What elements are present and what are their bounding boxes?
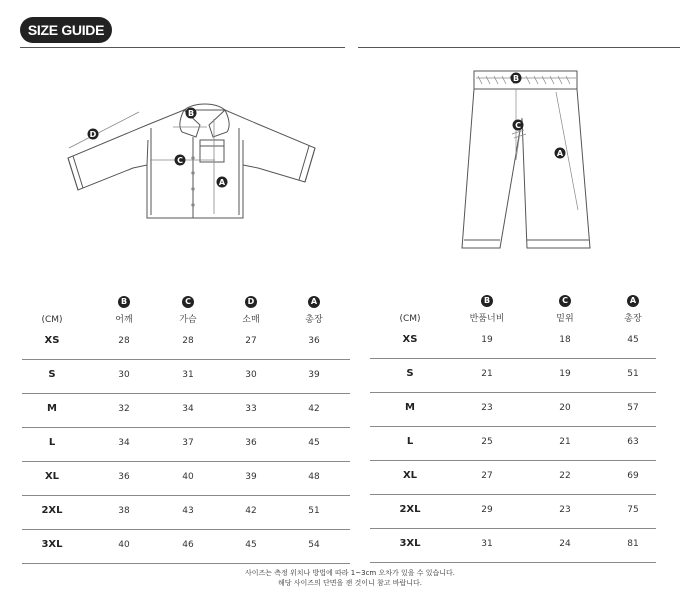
svg-text:B: B — [187, 109, 195, 118]
size-row — [370, 363, 656, 393]
size-value: 27 — [481, 471, 493, 481]
size-value: 34 — [118, 438, 130, 448]
marker-c-pants — [513, 120, 524, 131]
size-label: S — [48, 369, 56, 380]
size-row — [22, 364, 350, 394]
size-value: 39 — [245, 472, 257, 482]
size-row — [22, 398, 350, 428]
size-value: 43 — [182, 506, 194, 516]
col-label: 밑위 — [556, 314, 574, 324]
size-value: 28 — [118, 336, 130, 346]
col-label: 어깨 — [115, 315, 133, 325]
size-row — [370, 431, 656, 461]
size-value: 36 — [245, 438, 257, 448]
col-length — [284, 296, 344, 325]
size-row — [370, 465, 656, 495]
col-rise — [535, 295, 595, 324]
size-value: 46 — [182, 540, 194, 550]
top-table-header — [22, 296, 350, 326]
col-letter: B — [118, 296, 130, 308]
size-value: 37 — [182, 438, 194, 448]
size-label: XL — [44, 471, 60, 482]
size-row — [22, 432, 350, 462]
svg-text:C: C — [515, 121, 521, 130]
svg-text:C: C — [177, 156, 183, 165]
size-value: 45 — [245, 540, 257, 550]
size-guide-title: SIZE GUIDE — [20, 17, 112, 43]
size-row — [370, 329, 656, 359]
size-value: 69 — [627, 471, 639, 481]
svg-text:A: A — [556, 149, 564, 158]
size-value: 27 — [245, 336, 257, 346]
size-label: S — [406, 368, 414, 379]
size-value: 25 — [481, 437, 493, 447]
size-value: 75 — [627, 505, 639, 515]
size-value: 42 — [245, 506, 257, 516]
col-letter: B — [481, 295, 493, 307]
size-value: 51 — [627, 369, 639, 379]
size-value: 57 — [627, 403, 639, 413]
size-value: 32 — [118, 404, 130, 414]
marker-b-pants — [511, 73, 522, 84]
size-row — [22, 330, 350, 360]
size-label: XS — [44, 335, 60, 346]
size-row — [370, 533, 656, 563]
col-letter: C — [559, 295, 571, 307]
size-value: 24 — [559, 539, 571, 549]
size-row — [370, 499, 656, 529]
unit-label: (CM) — [399, 314, 421, 324]
col-letter: D — [245, 296, 257, 308]
size-label: L — [48, 437, 56, 448]
size-value: 20 — [559, 403, 571, 413]
size-value: 29 — [481, 505, 493, 515]
marker-d — [88, 129, 99, 140]
size-label: XS — [402, 334, 418, 345]
size-value: 51 — [308, 506, 320, 516]
size-label: M — [405, 402, 415, 413]
marker-b — [186, 108, 197, 119]
svg-text:A: A — [218, 178, 226, 187]
size-value: 54 — [308, 540, 320, 550]
size-value: 81 — [627, 539, 639, 549]
col-label: 총장 — [305, 315, 323, 325]
size-value: 31 — [481, 539, 493, 549]
col-length — [603, 295, 663, 324]
col-label: 총장 — [624, 314, 642, 324]
col-chest — [158, 296, 218, 325]
size-value: 45 — [308, 438, 320, 448]
size-label: 3XL — [41, 539, 63, 550]
size-value: 30 — [118, 370, 130, 380]
divider-left — [20, 47, 345, 48]
size-value: 36 — [118, 472, 130, 482]
col-letter: A — [627, 295, 639, 307]
size-value: 40 — [118, 540, 130, 550]
col-hem-width — [457, 295, 517, 324]
marker-a-pants — [555, 148, 566, 159]
size-label: 3XL — [399, 538, 421, 549]
size-row — [22, 534, 350, 564]
bottom-table-header — [370, 295, 656, 325]
size-label: L — [406, 436, 414, 447]
size-value: 21 — [481, 369, 493, 379]
top-size-table — [22, 296, 350, 550]
size-value: 45 — [627, 335, 639, 345]
marker-c — [175, 155, 186, 166]
bottom-size-table — [370, 295, 656, 549]
size-value: 38 — [118, 506, 130, 516]
size-value: 31 — [182, 370, 194, 380]
shirt-illustration — [60, 95, 330, 230]
size-label: XL — [402, 470, 418, 481]
svg-text:D: D — [89, 130, 97, 139]
col-letter: A — [308, 296, 320, 308]
size-row — [370, 397, 656, 427]
size-value: 19 — [559, 369, 571, 379]
col-label: 가슴 — [179, 315, 197, 325]
size-value: 23 — [559, 505, 571, 515]
size-value: 42 — [308, 404, 320, 414]
divider-right — [358, 47, 680, 48]
size-value: 18 — [559, 335, 571, 345]
size-value: 63 — [627, 437, 639, 447]
size-value: 48 — [308, 472, 320, 482]
size-value: 39 — [308, 370, 320, 380]
size-label: 2XL — [41, 505, 63, 516]
unit-label: (CM) — [41, 315, 63, 325]
size-value: 36 — [308, 336, 320, 346]
note-line-2: 해당 사이즈의 단면을 잰 것이니 참고 바랍니다. — [277, 579, 423, 587]
size-value: 33 — [245, 404, 257, 414]
col-label: 소매 — [242, 315, 260, 325]
size-value: 34 — [182, 404, 194, 414]
col-sleeve — [221, 296, 281, 325]
size-value: 19 — [481, 335, 493, 345]
col-letter: C — [182, 296, 194, 308]
size-label: M — [47, 403, 57, 414]
size-value: 28 — [182, 336, 194, 346]
col-label: 반품너비 — [469, 314, 505, 324]
marker-a — [217, 177, 228, 188]
col-shoulder — [94, 296, 154, 325]
size-label: 2XL — [399, 504, 421, 515]
size-value: 30 — [245, 370, 257, 380]
size-value: 21 — [559, 437, 571, 447]
size-value: 23 — [481, 403, 493, 413]
pants-illustration — [455, 65, 600, 255]
size-value: 40 — [182, 472, 194, 482]
size-value: 22 — [559, 471, 571, 481]
size-row — [22, 500, 350, 530]
svg-text:B: B — [512, 74, 520, 83]
note-line-1: 사이즈는 측정 위치나 방법에 따라 1~3cm 오차가 있을 수 있습니다. — [245, 569, 455, 577]
size-row — [22, 466, 350, 496]
